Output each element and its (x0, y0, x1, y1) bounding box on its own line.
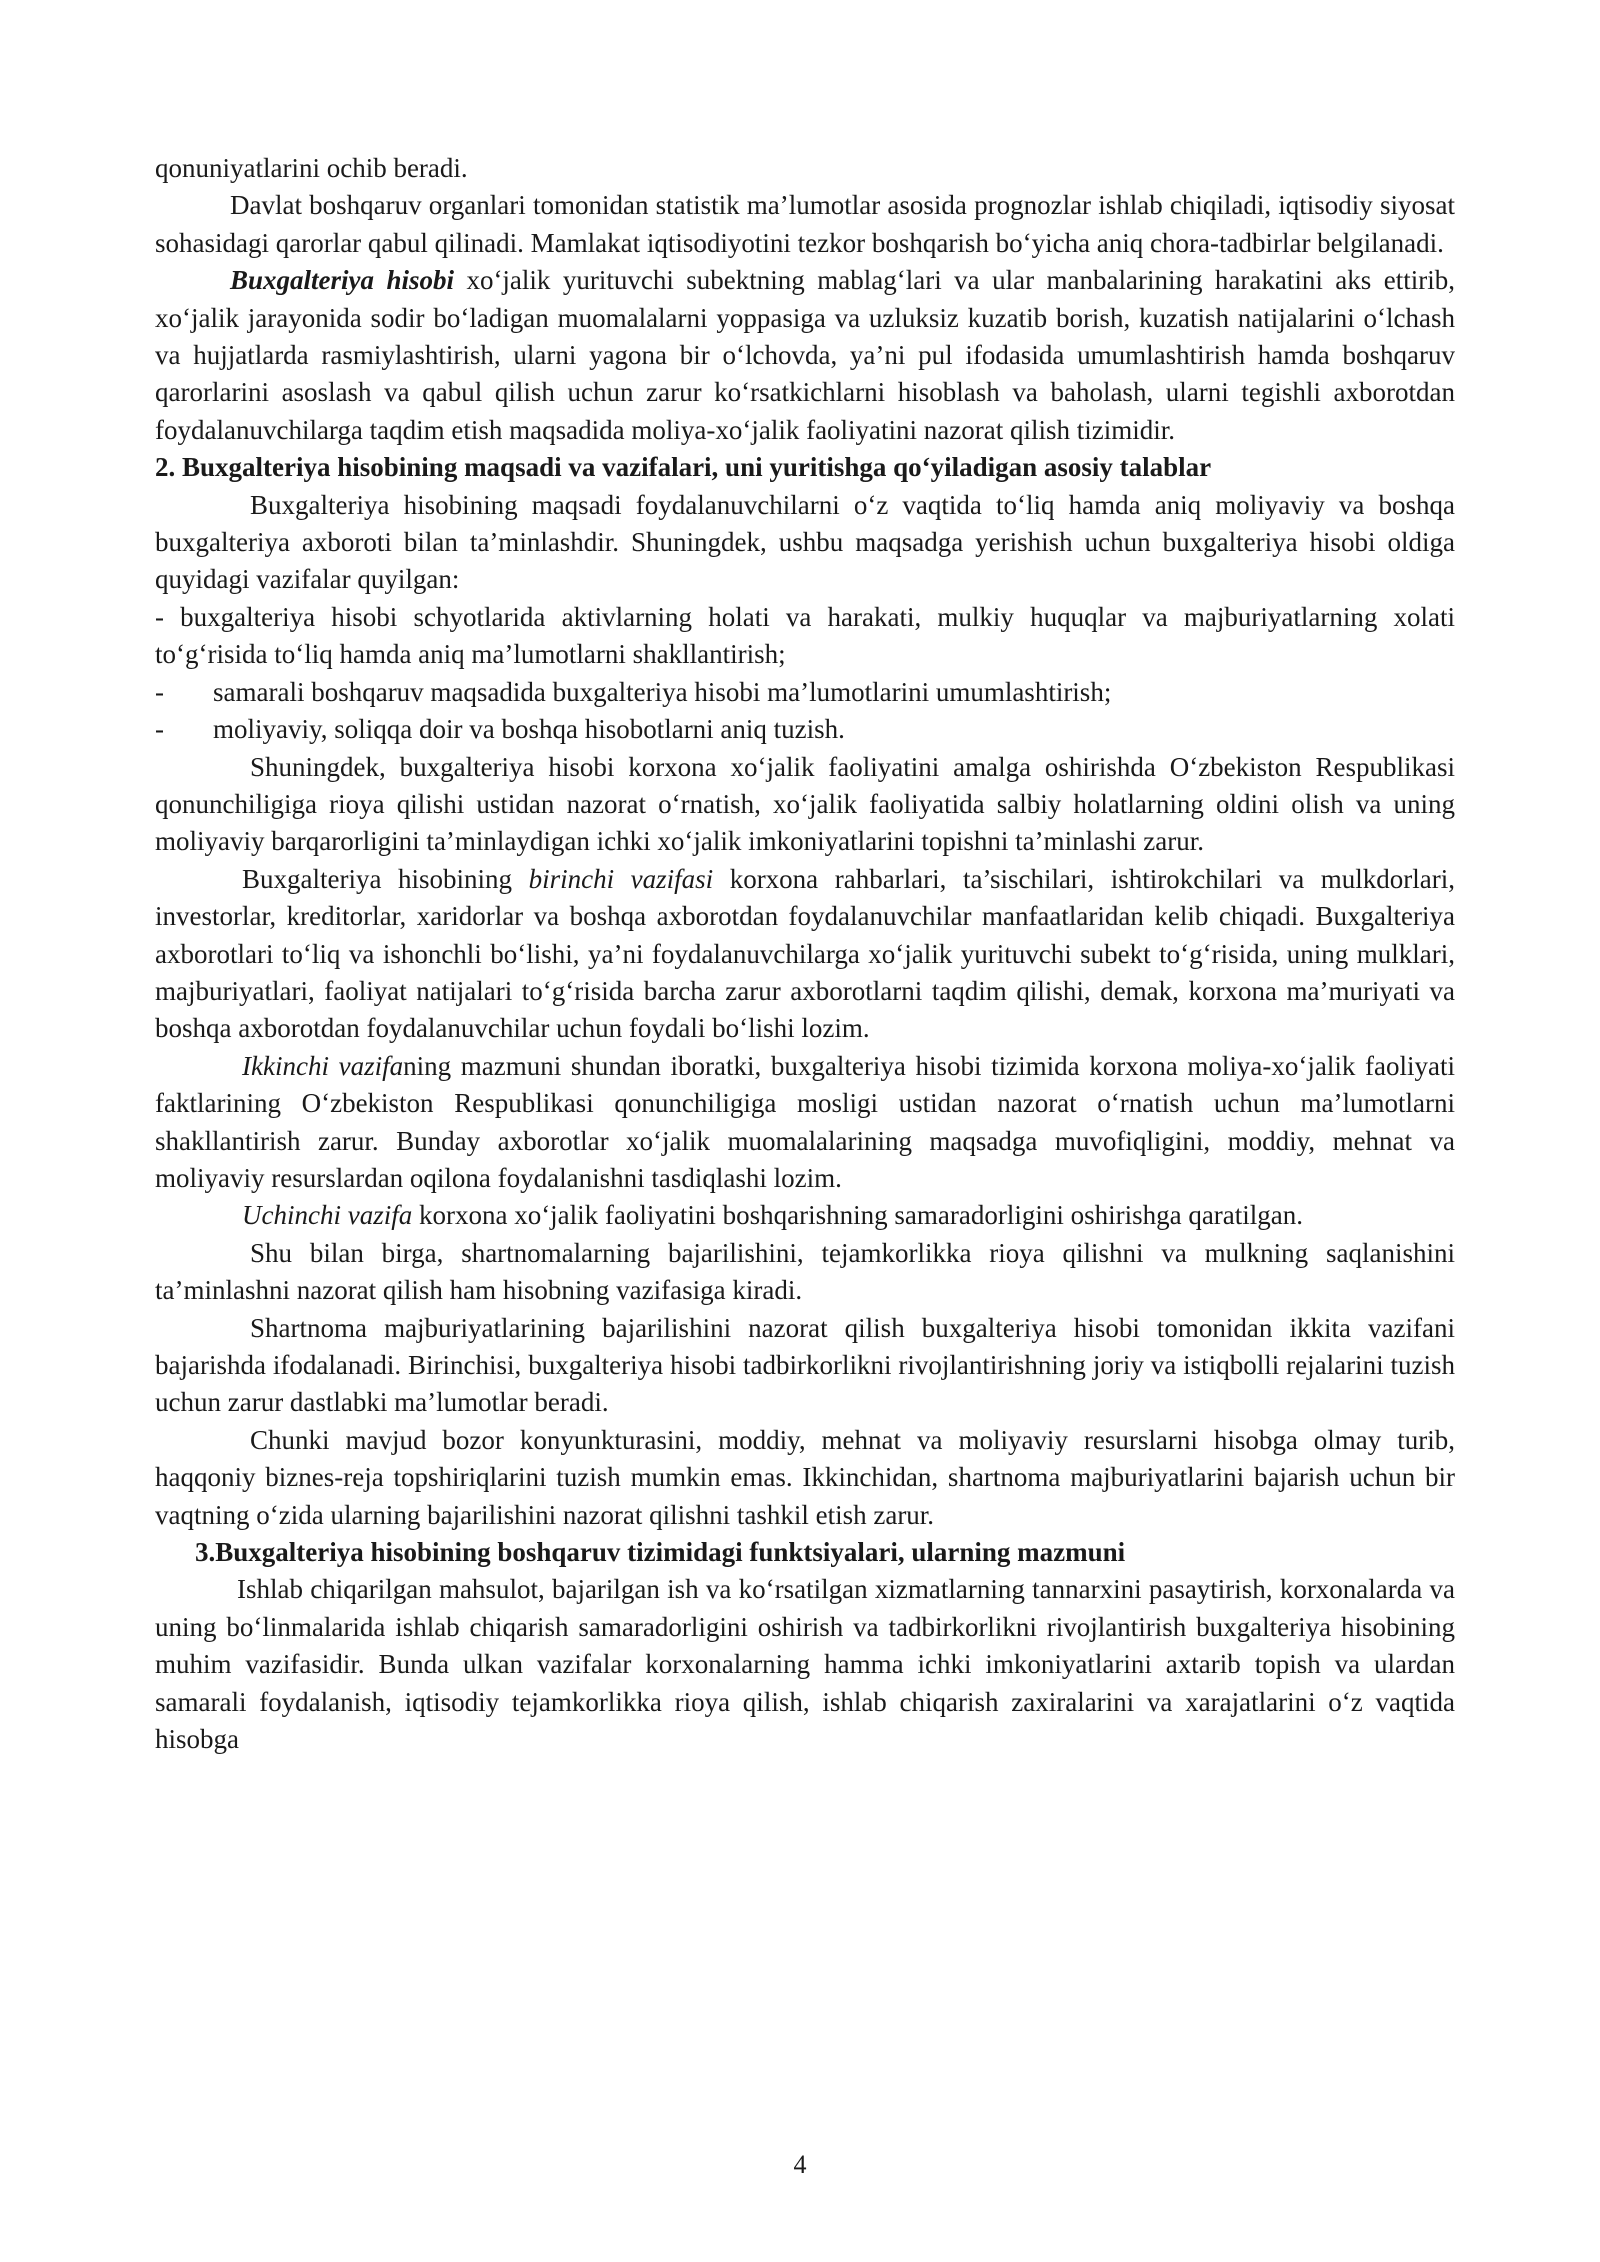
dash-bullet: - (155, 676, 164, 707)
paragraph-text: korxona rahbarlari, ta’sischilari, ishtirokchilari va mulkdorlari, investorlar, kreditorlar, xaridorlar va boshqa axborotdan foydalanuvchilar manfaatlaridan kelib chiqadi. Buxgalteriya axborotlari to‘liq va ishonchli bo‘lishi, ya’ni foydalanuvchilarga xo‘jalik yurituvchi subekt to‘g‘risida, uning mulklari, majburiyatlari, faoliyat natijalari to‘g‘risida barcha zarur axborotlarni taqdim qilishi, demak, korxona ma’muriyati va boshqa axborotdan foydalanuvchilar uchun foydali bo‘lishi lozim. (155, 863, 1456, 1044)
italic-term: birinchi vazifasi (528, 863, 714, 894)
paragraph (155, 262, 1455, 449)
paragraph (155, 1048, 1455, 1198)
paragraph: Chunki mavjud bozor konyunkturasini, moddiy, mehnat va moliyaviy resurslarni hisobga olmay turib, haqqoniy biznes-reja topshiriqlarini tuzish mumkin emas. Ikkinchidan, shartnoma majburiyatlarini bajarish uchun bir vaqtning o‘zida ularning bajarilishini nazorat qilishni tashkil etish zarur. (155, 1424, 1455, 1530)
paragraph: - buxgalteriya hisobi schyotlarida aktivlarning holati va harakati, mulkiy huquqlar va majburiyatlarning xolati to‘g‘risida to‘liq hamda aniq ma’lumotlarni shakllantirish; (155, 601, 1455, 670)
paragraph (155, 861, 1455, 1048)
dash-bullet: - (155, 714, 164, 745)
term-emphasis: Buxgalteriya hisobi (230, 265, 454, 296)
paragraph-text: Buxgalteriya hisobining (242, 863, 529, 894)
paragraph: Shartnoma majburiyatlarining bajarilishini nazorat qilish buxgalteriya hisobi tomonidan ikkita vazifani bajarishda ifodalanadi. Birinchisi, buxgalteriya hisobi tadbirkorlikni rivojlantirishning joriy va istiqbolli rejalarini tuzish uchun zarur dastlabki ma’lumotlar beradi. (155, 1312, 1455, 1418)
italic-term: Ikkinchi vazifa (242, 1050, 404, 1081)
list-item (155, 711, 1455, 748)
paragraph: Ishlab chiqarilgan mahsulot, bajarilgan ish va ko‘rsatilgan xizmatlarning tannarxini pasaytirish, korxonalarda va uning bo‘linmalarida ishlab chiqarish samaradorligini oshirish va tadbirkorlikni rivojlantirish buxgalteriya hisobining muhim vazifasidir. Bunda ulkan vazifalar korxonalarning hamma ichki imkoniyatlarini axtarib topish va ulardan samarali foydalanish, iqtisodiy tejamkorlikka rioya qilish, ishlab chiqarish zaxiralarini va xarajatlarini o‘z vaqtida hisobga (155, 1574, 1455, 1755)
paragraph: Shuningdek, buxgalteriya hisobi korxona xo‘jalik faoliyatini amalga oshirishda O‘zbekiston Respublikasi qonunchiligiga rioya qilishi ustidan nazorat o‘rnatish, xo‘jalik faoliyatida salbiy holatlarning oldini olish va uning moliyaviy barqarorligini ta’minlaydigan ichki xo‘jalik imkoniyatlarini topishni ta’minlashi zarur. (155, 751, 1455, 857)
page-number: 4 (793, 2150, 807, 2179)
section-heading: 3.Buxgalteriya hisobining boshqaruv tizimidagi funktsiyalari, ularning mazmuni (195, 1537, 1126, 1568)
paragraph: Shu bilan birga, shartnomalarning bajarilishini, tejamkorlikka rioya qilishni va mulkning saqlanishini ta’minlashni nazorat qilish ham hisobning vazifasiga kiradi. (155, 1237, 1455, 1306)
paragraph-text: xo‘jalik yurituvchi subektning mablag‘lari va ular manbalarining harakatini aks ettirib, xo‘jalik jarayonida sodir bo‘ladigan muomalalarni yoppasiga va uzluksiz kuzatib borish, kuzatish natijalarini o‘lchash va hujjatlarda rasmiylashtirish, ularni yagona bir o‘lchovda, ya’ni pul ifodasida umumlashtirish hamda boshqaruv qarorlarini asoslash va qabul qilish uchun zarur ko‘rsatkichlarni hisoblash va baholash, ularni tegishli axborotdan foydalanuvchilarga taqdim etish maqsadida moliya-xo‘jalik faoliyatini nazorat qilish tizimidir. (155, 265, 1455, 445)
paragraph: Buxgalteriya hisobining maqsadi foydalanuvchilarni o‘z vaqtida to‘liq hamda aniq moliyaviy va boshqa buxgalteriya axboroti bilan ta’minlashdir. Shuningdek, ushbu maqsadga yerishish uchun buxgalteriya hisobi oldiga quyidagi vazifalar quyilgan: (155, 489, 1455, 595)
paragraph-text: korxona xo‘jalik faoliyatini boshqarishning samaradorligini oshirishga qaratilgan. (412, 1200, 1304, 1231)
paragraph (155, 1197, 1455, 1234)
paragraph: Davlat boshqaruv organlari tomonidan statistik ma’lumotlar asosida prognozlar ishlab chiqiladi, iqtisodiy siyosat sohasidagi qarorlar qabul qilinadi. Mamlakat iqtisodiyotini tezkor boshqarish bo‘yicha aniq chora-tadbirlar belgilanadi. (155, 190, 1455, 258)
italic-term: Uchinchi vazifa (242, 1200, 413, 1231)
paragraph: qonuniyatlarini ochib beradi. (155, 153, 468, 183)
document-body (155, 150, 1455, 1758)
list-item (155, 674, 1455, 711)
paragraph-text: ning mazmuni shundan iboratki, buxgalteriya hisobi tizimida korxona moliya-xo‘jalik faoliyati faktlarining O‘zbekiston Respublikasi qonunchiligiga mosligi ustidan nazorat o‘rnatish uchun ma’lumotlarni shakllantirish zarur. Bunday axborotlar xo‘jalik muomalalarining maqsadga muvofiqligini, moddiy, mehnat va moliyaviy resurslardan oqilona foydalanishni tasdiqlashi lozim. (155, 1050, 1455, 1193)
section-heading: 2. Buxgalteriya hisobining maqsadi va vazifalari, uni yuritishga qo‘yiladigan asosiy talablar (155, 452, 1212, 483)
list-item-text: moliyaviy, soliqqa doir va boshqa hisobotlarni aniq tuzish. (213, 714, 845, 745)
list-item-text: samarali boshqaruv maqsadida buxgalteriya hisobi ma’lumotlarini umumlashtirish; (213, 676, 1112, 707)
